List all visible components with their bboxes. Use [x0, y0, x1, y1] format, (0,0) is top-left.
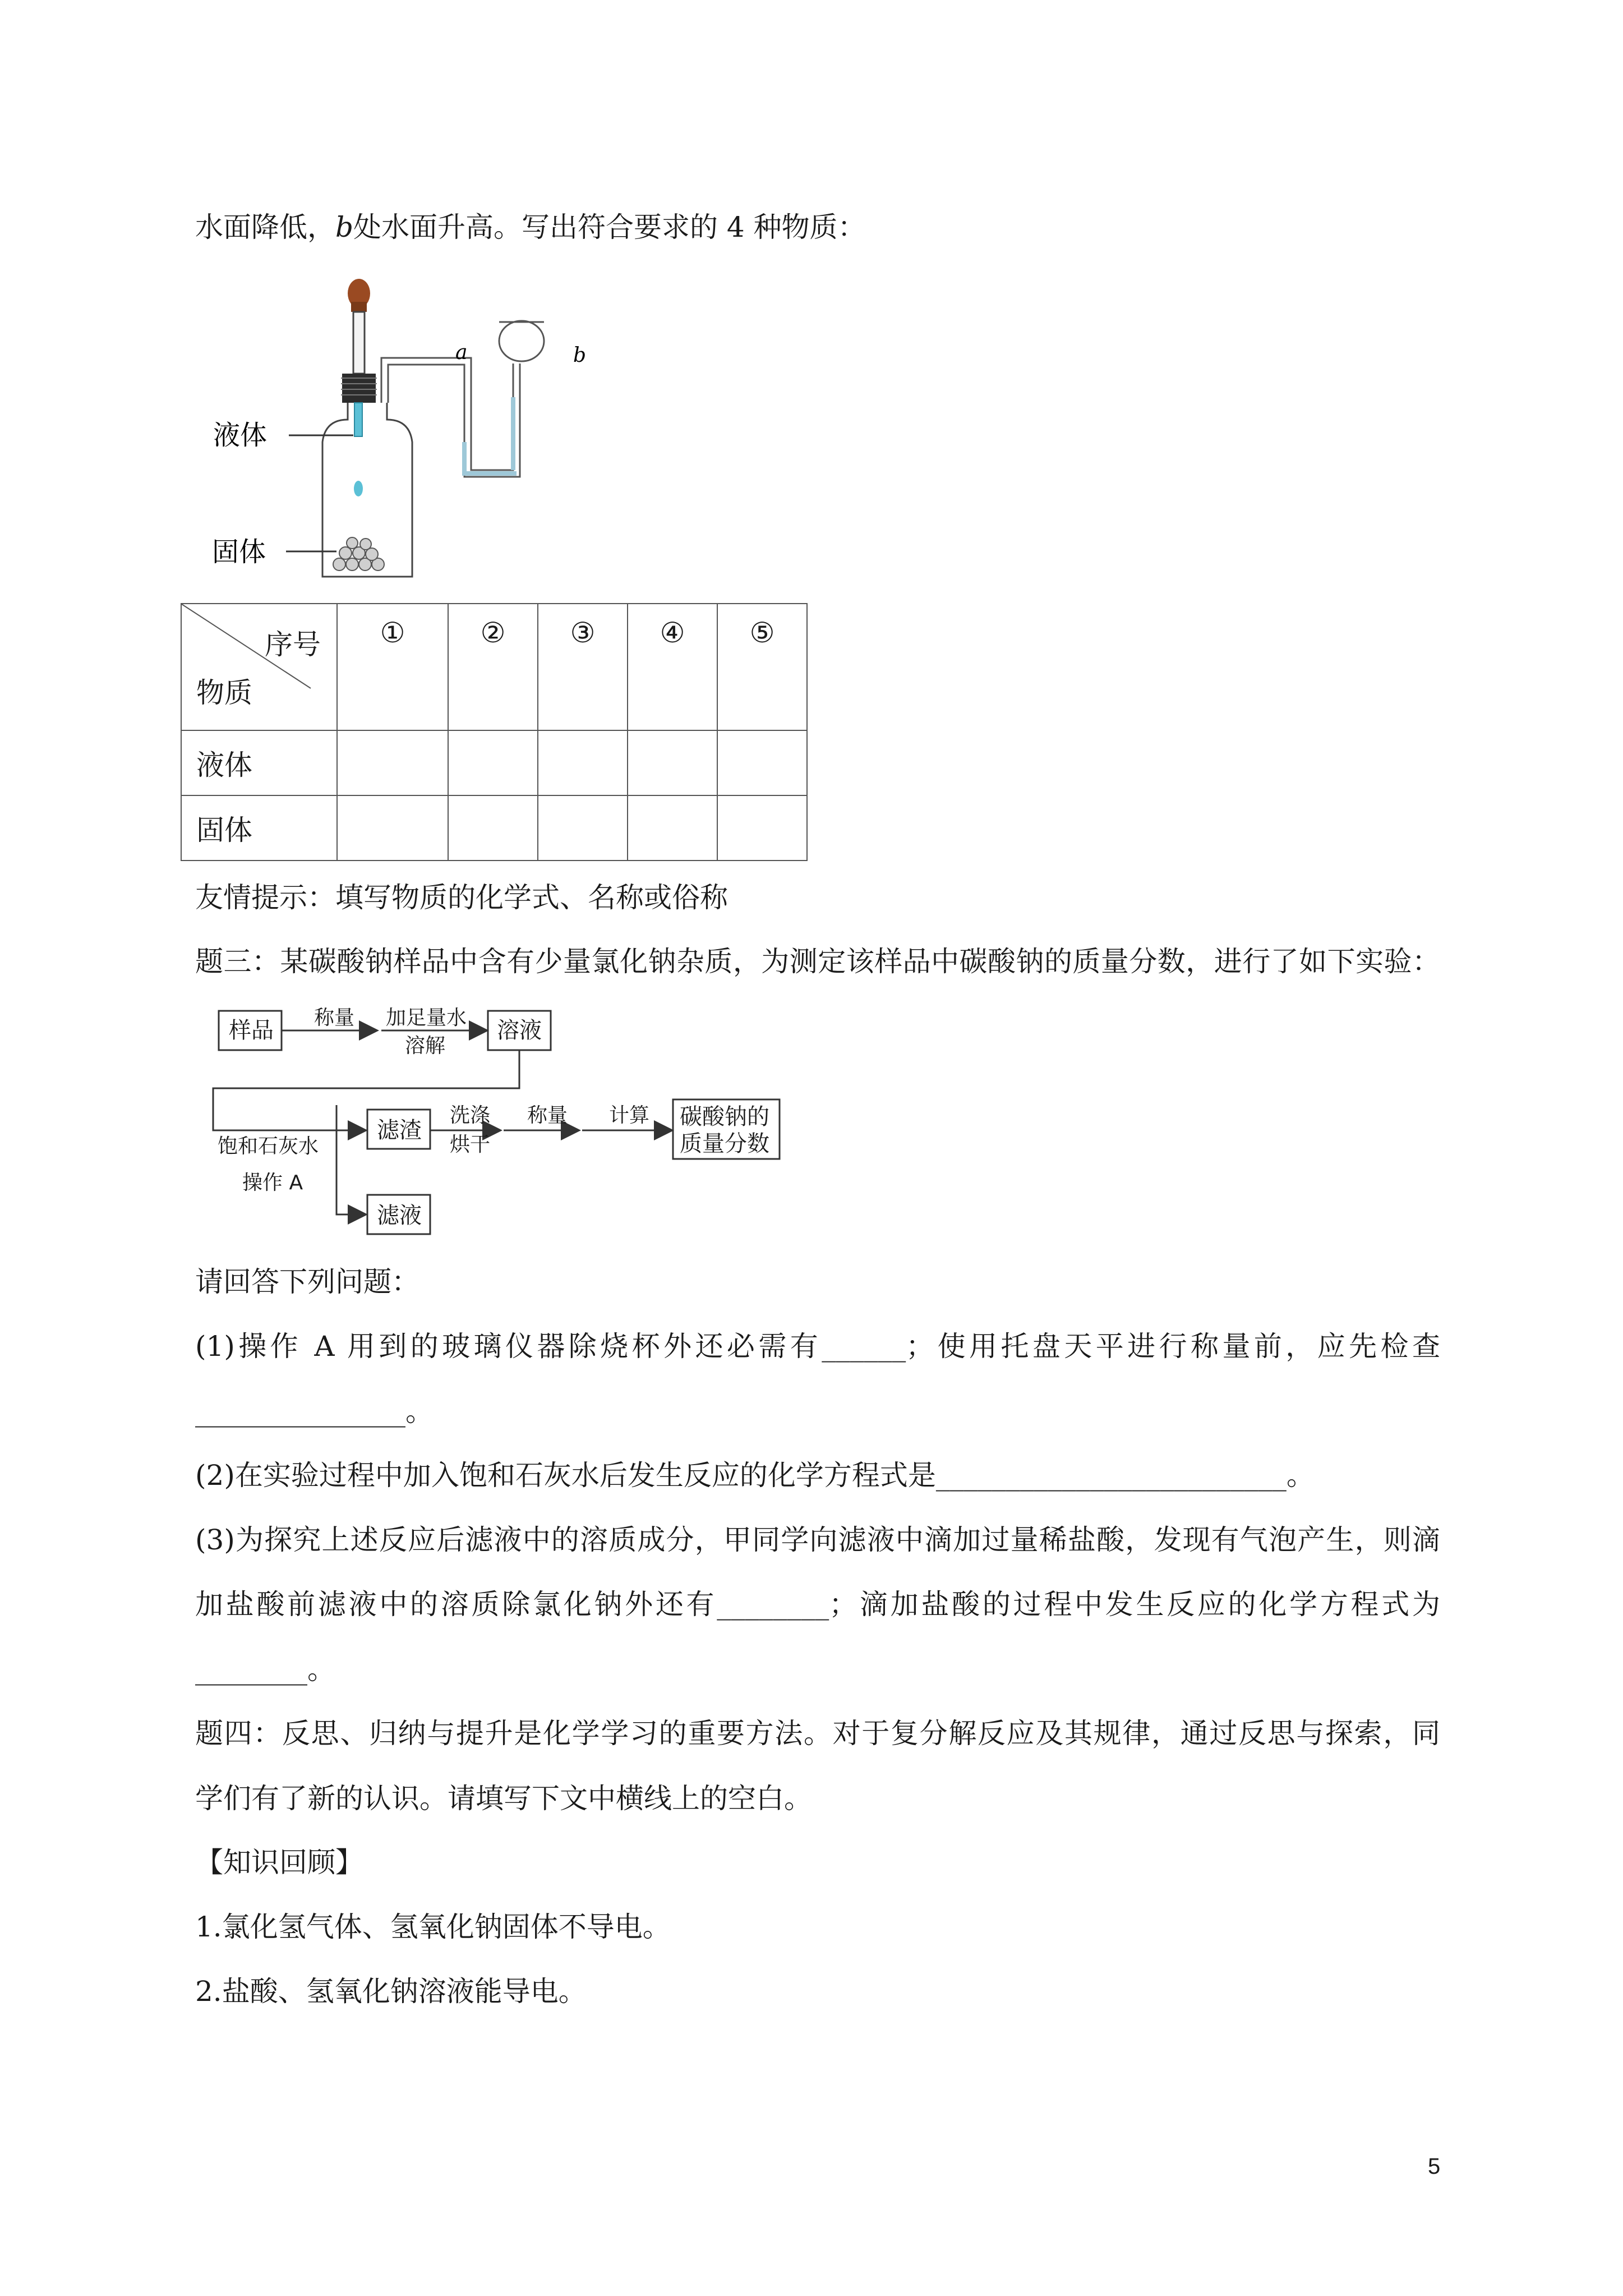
corner-bottom-label: 物质: [196, 677, 252, 709]
table-cell: [538, 730, 628, 795]
funnel-bulb: [499, 321, 544, 361]
label-a: a: [455, 341, 468, 364]
liquid-label: 液体: [213, 420, 268, 451]
table-cell: [448, 730, 538, 795]
q3-ask: 请回答下列问题：: [195, 1266, 419, 1298]
q3-q3-line2: 加盐酸前滤液中的溶质除氯化钠外还有________；滴加盐酸的过程中发生反应的化学方程式为: [195, 1588, 1440, 1621]
flow-weigh-2: 称量: [527, 1104, 568, 1127]
q4-item1: 1.氯化氢气体、氢氧化钠固体不导电。: [195, 1911, 671, 1943]
table-cell: [337, 730, 448, 795]
page-number: 5: [1428, 2154, 1441, 2179]
table-row: [181, 730, 807, 795]
table-cell: [628, 795, 717, 861]
apparatus-figure: [202, 268, 606, 582]
q4-line1: 题四：反思、归纳与提升是化学学习的重要方法。对于复分解反应及其规律，通过反思与探索，同: [195, 1717, 1440, 1750]
q3-q3-line1: (3)为探究上述反应后滤液中的溶质成分，甲同学向滤液中滴加过量稀盐酸，发现有气泡产生，则滴: [195, 1524, 1440, 1556]
column-header: ⑤: [717, 604, 807, 730]
dropper-tube: [353, 312, 365, 374]
flow-dry: 烘干: [450, 1133, 491, 1156]
column-header: ①: [337, 604, 448, 730]
solid-particles: [333, 537, 384, 570]
flow-residue: 滤渣: [377, 1117, 422, 1143]
flow-wash: 洗涤: [450, 1104, 491, 1127]
row-label: 固体: [181, 795, 337, 861]
row-label: 液体: [181, 730, 337, 795]
tip-text: 友情提示：填写物质的化学式、名称或俗称: [195, 881, 728, 914]
flow-limewater: 饱和石灰水: [218, 1135, 319, 1158]
table-corner-cell: [181, 604, 337, 730]
q4-item2: 2.盐酸、氢氧化钠溶液能导电。: [195, 1975, 587, 2008]
q4-line2: 学们有了新的认识。请填写下文中横线上的空白。: [195, 1782, 812, 1815]
column-header: ④: [628, 604, 717, 730]
flow-filtrate: 滤液: [377, 1203, 422, 1228]
table-cell: [628, 730, 717, 795]
intro-text-2: 处水面升高。写出符合要求的 4 种物质：: [353, 211, 866, 243]
table-cell: [538, 795, 628, 861]
column-header: ②: [448, 604, 538, 730]
q3-q1-line1: (1)操作 A 用到的玻璃仪器除烧杯外还必需有______；使用托盘天平进行称量前，应先检查: [195, 1330, 1440, 1363]
q3-intro: 题三：某碳酸钠样品中含有少量氯化钠杂质，为测定该样品中碳酸钠的质量分数，进行了如下实验：: [195, 945, 1440, 978]
label-b: b: [573, 344, 587, 367]
q3-q3-line3: ________。: [195, 1653, 335, 1686]
flow-result-line2: 质量分数: [680, 1131, 769, 1157]
intro-line: [195, 210, 866, 244]
intro-text-1: 水面降低，: [195, 211, 335, 243]
flow-dissolve: 溶解: [405, 1034, 446, 1057]
q3-q2: (2)在实验过程中加入饱和石灰水后发生反应的化学方程式是_________________________。: [195, 1459, 1315, 1492]
solid-label: 固体: [212, 536, 266, 568]
flow-add-water: 加足量水: [386, 1006, 467, 1029]
substance-table: [181, 603, 808, 861]
flow-calc: 计算: [609, 1104, 650, 1127]
flow-weigh-1: 称量: [314, 1006, 355, 1029]
flow-sample: 样品: [229, 1018, 274, 1043]
corner-top-label: 序号: [265, 628, 321, 661]
intro-b-label: b: [335, 211, 354, 243]
table-header-row: [181, 604, 807, 730]
table-cell: [337, 795, 448, 861]
table-cell: [448, 795, 538, 861]
flow-solution: 溶液: [497, 1018, 542, 1043]
q4-heading: 【知识回顾】: [195, 1846, 363, 1879]
table-row: [181, 795, 807, 861]
table-cell: [717, 730, 807, 795]
experiment-flowchart: [208, 1004, 796, 1245]
flow-operation-a: 操作 A: [242, 1171, 303, 1194]
column-header: ③: [538, 604, 628, 730]
flow-result-line1: 碳酸钠的: [680, 1104, 769, 1130]
q3-q1-line2: _______________。: [195, 1395, 434, 1428]
table-cell: [717, 795, 807, 861]
